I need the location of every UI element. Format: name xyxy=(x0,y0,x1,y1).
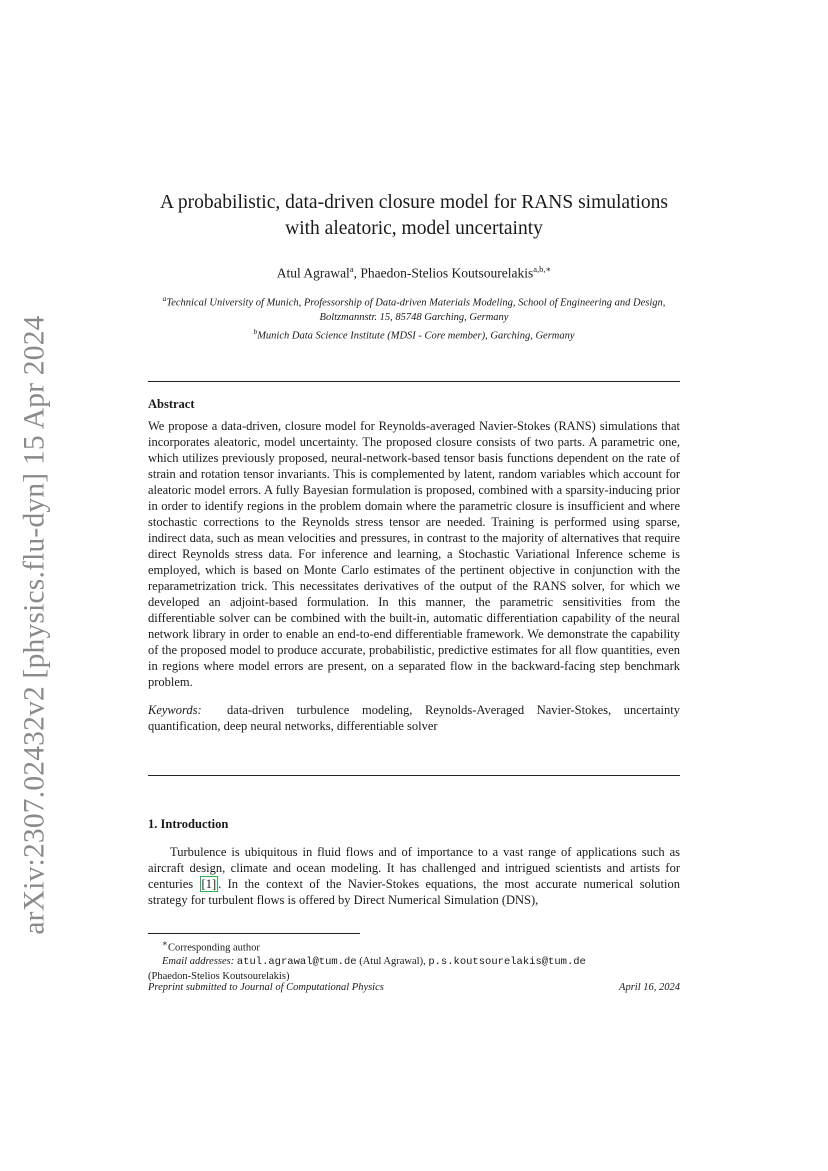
corresponding-mark: ∗ xyxy=(162,938,168,948)
abstract-body xyxy=(148,418,680,734)
affiliation-b-mark: b xyxy=(253,326,258,336)
section-heading-introduction: 1. Introduction xyxy=(148,817,229,831)
keywords xyxy=(148,702,680,734)
title-line-1: A probabilistic, data-driven closure model for RANS simulations xyxy=(160,192,668,213)
abstract-bottom-rule xyxy=(148,775,680,776)
affiliation-b xyxy=(100,325,728,344)
author-1-name: Atul Agrawal xyxy=(276,265,350,281)
author-1-affil-mark: a xyxy=(349,264,354,274)
citation-link-1[interactable]: [1] xyxy=(201,877,217,892)
abstract-heading: Abstract xyxy=(148,397,195,411)
title-line-2: with aleatoric, model uncertainty xyxy=(285,218,543,239)
intro-text-1: Turbulence is ubiquitous in fluid flows and of importance to a vast range of applications such as aircraft design, climate and ocean modeling. It has challenged and intrigued scientists and artists for centuries xyxy=(148,845,680,892)
footnote-rule xyxy=(148,933,360,934)
email-owner-1: (Atul Agrawal), xyxy=(356,956,429,967)
introduction-paragraph xyxy=(148,844,680,908)
affiliation-a-mark: a xyxy=(162,294,167,303)
preprint-date: April 16, 2024 xyxy=(619,982,680,993)
email-link-2[interactable]: p.s.koutsourelakis@tum.de xyxy=(428,956,586,968)
affiliations xyxy=(100,292,728,343)
abstract-text: We propose a data-driven, closure model for Reynolds-averaged Navier-Stokes (RANS) simulations that incorporates aleatoric, model uncertainty. The proposed closure consists of two parts. A parametric one, which utilizes previously proposed, neural-network-based tensor basis functions dependent on the rate of strain and rotation tensor invariants. This is complemented by latent, random variables which account for aleatoric model errors. A fully Bayesian formulation is proposed, combined with a sparsity-inducing prior in order to identify regions in the problem domain where the parametric closure is insufficient and where stochastic corrections to the Reynolds stress tensor are needed. Training is performed using sparse, indirect data, such as mean velocities and pressures, in contrast to the majority of alternatives that require direct Reynolds stress data. For inference and learning, a Stochastic Variational Inference scheme is employed, which is based on Monte Carlo estimates of the pertinent objective in conjunction with the reparametrization trick. This necessitates derivatives of the output of the RANS solver, for which we developed an adjoint-based formulation. In this manner, the parametric sensitivities from the differentiable solver can be combined with the built-in, automatic differentiation capability of the neural network library in order to enable an end-to-end differentiable framework. We demonstrate the capability of the proposed model to produce accurate, probabilistic, predictive estimates for all flow quantities, even in regions where model errors are present, on a separated flow in the backward-facing step benchmark problem. xyxy=(148,419,680,689)
corresponding-author-note xyxy=(148,937,680,955)
email-label: Email addresses: xyxy=(162,956,235,967)
abstract-top-rule xyxy=(148,381,680,382)
footnotes xyxy=(148,937,680,983)
author-list xyxy=(100,264,728,282)
affiliation-a-line-2: Boltzmannstr. 15, 85748 Garching, Germany xyxy=(319,311,509,323)
email-link-1[interactable]: atul.agrawal@tum.de xyxy=(236,956,357,968)
preprint-footer xyxy=(148,982,680,993)
intro-text-2: . In the context of the Navier-Stokes equations, the most accurate numerical solution strategy for turbulent flows is offered by Direct Numerical Simulation (DNS), xyxy=(148,877,680,908)
keywords-text: data-driven turbulence modeling, Reynolds-Averaged Navier-Stokes, uncertainty quantification, deep neural networks, differentiable solver xyxy=(148,703,680,733)
affiliation-a-line-1: Technical University of Munich, Professorship of Data-driven Materials Modeling, School of Engineering and Design, xyxy=(166,297,666,309)
arxiv-identifier-text: arXiv:2307.02432v2 [physics.flu-dyn] 15 Apr 2024 xyxy=(18,315,51,935)
affiliation-b-line: Munich Data Science Institute (MDSI - Core member), Garching, Germany xyxy=(257,330,575,341)
preprint-venue: Preprint submitted to Journal of Computational Physics xyxy=(148,982,384,993)
corresponding-text: Corresponding author xyxy=(167,942,260,954)
arxiv-identifier-stamp xyxy=(10,315,60,935)
keywords-label: Keywords: xyxy=(148,703,202,717)
author-2-affil-mark: a,b,∗ xyxy=(533,264,552,274)
affiliation-a xyxy=(100,292,728,311)
email-owner-2: (Phaedon-Stelios Koutsourelakis) xyxy=(148,970,290,982)
email-addresses xyxy=(148,955,680,970)
paper-title xyxy=(100,190,728,242)
author-separator: , xyxy=(353,265,361,281)
author-2-name: Phaedon-Stelios Koutsourelakis xyxy=(360,265,534,281)
